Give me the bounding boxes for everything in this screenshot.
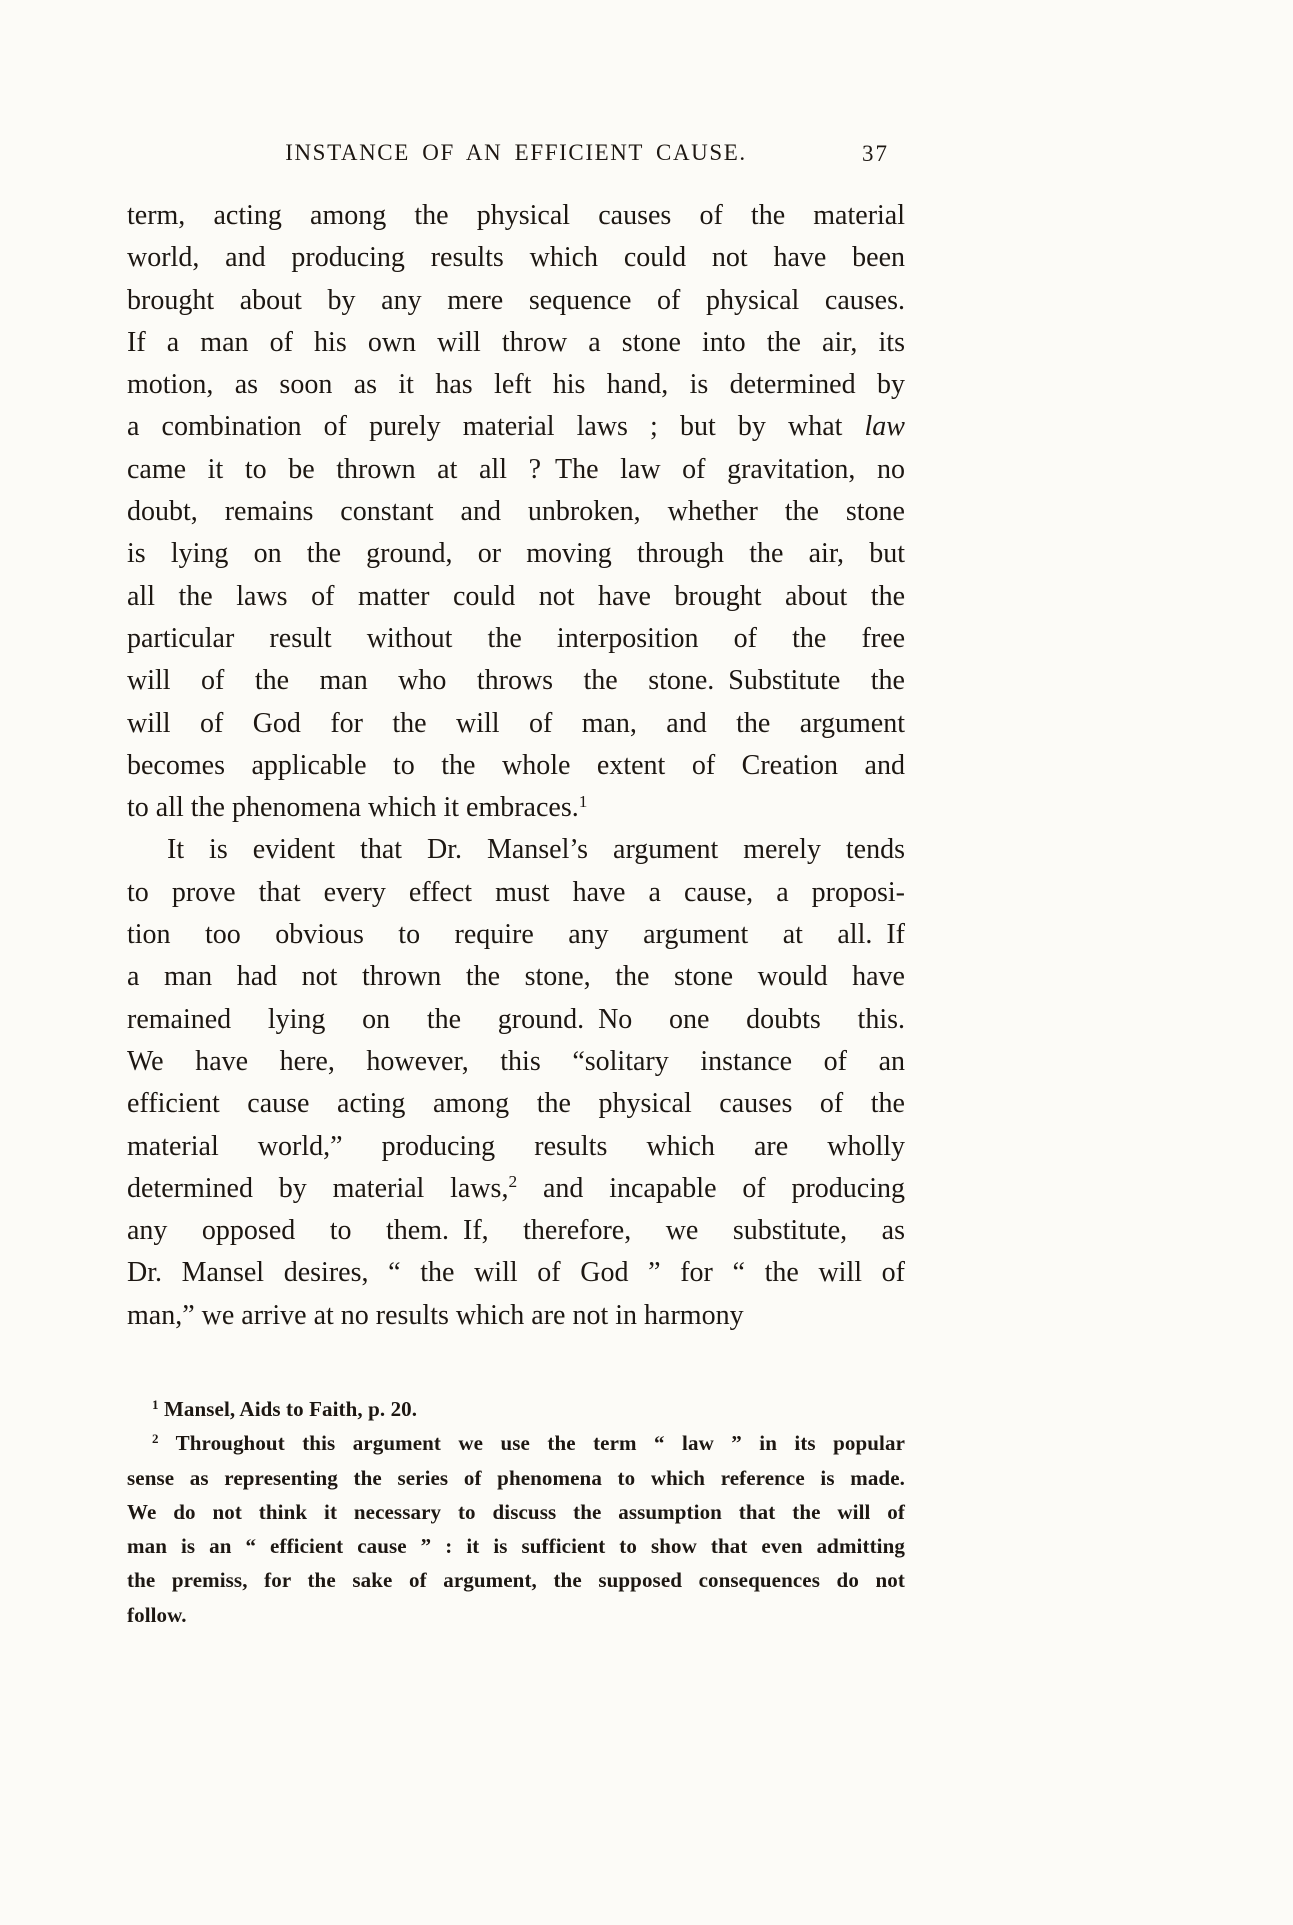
text-line: [127, 1392, 905, 1426]
text-line: [127, 406, 905, 448]
text-line: [127, 745, 905, 787]
text-segment: a man had not thrown the stone, the stone would have: [127, 961, 905, 993]
text-segment: to prove that every effect must have a cause, a proposi-: [127, 876, 905, 908]
text-segment: If a man of his own will throw a stone into the air, its: [127, 326, 905, 358]
text-segment: particular result without the interposition of the free: [127, 622, 905, 654]
text-line: [127, 1295, 905, 1337]
text-line: [127, 1083, 905, 1125]
text-line: [127, 829, 905, 871]
text-line: [127, 1210, 905, 1252]
text-line: [127, 449, 905, 491]
text-line: [127, 322, 905, 364]
footnote-reference: 1: [578, 791, 588, 811]
text-segment: determined by material laws,: [127, 1172, 509, 1204]
text-segment: the premiss, for the sake of argument, the supposed consequences do not: [127, 1568, 905, 1593]
footnote-reference: 2: [508, 1172, 518, 1192]
text-line: [127, 618, 905, 660]
footnote-reference: 1: [152, 1396, 159, 1412]
text-segment: man,” we arrive at no results which are not in harmony: [127, 1299, 744, 1331]
text-segment: doubt, remains constant and unbroken, whether the stone: [127, 496, 905, 528]
text-segment: brought about by any mere sequence of physical causes.: [127, 284, 905, 316]
text-line: [127, 1495, 905, 1529]
text-line: [127, 364, 905, 406]
text-line: [127, 787, 905, 829]
text-line: [127, 872, 905, 914]
text-line: [127, 1252, 905, 1294]
text-line: [127, 999, 905, 1041]
text-segment: man is an “ efficient cause ” : it is sufficient to show that even admitting: [127, 1534, 905, 1559]
text-line: [127, 533, 905, 575]
page-number: 37: [862, 141, 889, 166]
text-segment: We do not think it necessary to discuss the assumption that the will of: [127, 1499, 905, 1524]
text-segment: to all the phenomena which it embraces.: [127, 792, 579, 824]
text-line: [127, 660, 905, 702]
running-head: INSTANCE OF AN EFFICIENT CAUSE.: [285, 140, 747, 165]
text-line: [127, 1563, 905, 1597]
body-text: [127, 195, 905, 1337]
text-line: [127, 576, 905, 618]
footnote-1: [127, 1392, 905, 1426]
text-segment: is lying on the ground, or moving through the air, but: [127, 538, 905, 570]
text-segment: motion, as soon as it has left his hand, is determined by: [127, 369, 905, 401]
text-line: [127, 703, 905, 745]
text-segment: came it to be thrown at all ? The law of gravitation, no: [127, 453, 905, 485]
text-line: [127, 491, 905, 533]
text-segment: Mansel, Aids to Faith, p. 20.: [158, 1397, 418, 1421]
text-segment: term, acting among the physical causes of the material: [127, 200, 905, 231]
text-segment: efficient cause acting among the physical causes of the: [127, 1088, 905, 1120]
text-segment: tion too obvious to require any argument at all. If: [127, 919, 905, 951]
text-line: [127, 1529, 905, 1563]
paragraph-1: [127, 195, 905, 829]
text-line: [127, 1598, 905, 1632]
text-segment: It is evident that Dr. Mansel’s argument merely tends: [167, 834, 905, 866]
text-line: [127, 195, 905, 237]
page-header: [127, 140, 905, 172]
text-segment: all the laws of matter could not have brought about the: [127, 580, 905, 612]
text-segment: any opposed to them. If, therefore, we substitute, as: [127, 1215, 905, 1247]
text-line: [127, 1126, 905, 1168]
text-line: [127, 1041, 905, 1083]
text-segment: will of God for the will of man, and the argument: [127, 707, 905, 739]
text-line: [127, 280, 905, 322]
footnote-2: [127, 1426, 905, 1632]
text-segment: becomes applicable to the whole extent of Creation and: [127, 749, 905, 781]
text-segment: law: [864, 411, 905, 443]
text-segment: We have here, however, this “solitary instance of an: [127, 1045, 905, 1077]
text-line: [127, 914, 905, 956]
text-segment: material world,” producing results which are wholly: [127, 1130, 905, 1162]
footnotes: [127, 1392, 905, 1632]
text-line: [127, 1168, 905, 1210]
text-line: [127, 1461, 905, 1495]
text-segment: world, and producing results which could not have been: [127, 242, 905, 274]
text-segment: will of the man who throws the stone. Substitute the: [127, 665, 905, 697]
text-segment: sense as representing the series of phenomena to which reference is made.: [127, 1465, 905, 1490]
text-line: [127, 237, 905, 279]
text-segment: and incapable of producing: [517, 1172, 905, 1204]
footnote-reference: 2: [152, 1431, 159, 1447]
text-segment: Dr. Mansel desires, “ the will of God ” for “ the will of: [127, 1257, 905, 1289]
text-segment: follow.: [127, 1602, 187, 1627]
text-segment: remained lying on the ground. No one doubts this.: [127, 1003, 905, 1035]
paragraph-2: [127, 829, 905, 1337]
text-line: [127, 1426, 905, 1460]
text-segment: Throughout this argument we use the term “ law ” in its popular: [158, 1431, 905, 1456]
text-segment: a combination of purely material laws ; but by what: [127, 411, 865, 443]
text-line: [127, 956, 905, 998]
